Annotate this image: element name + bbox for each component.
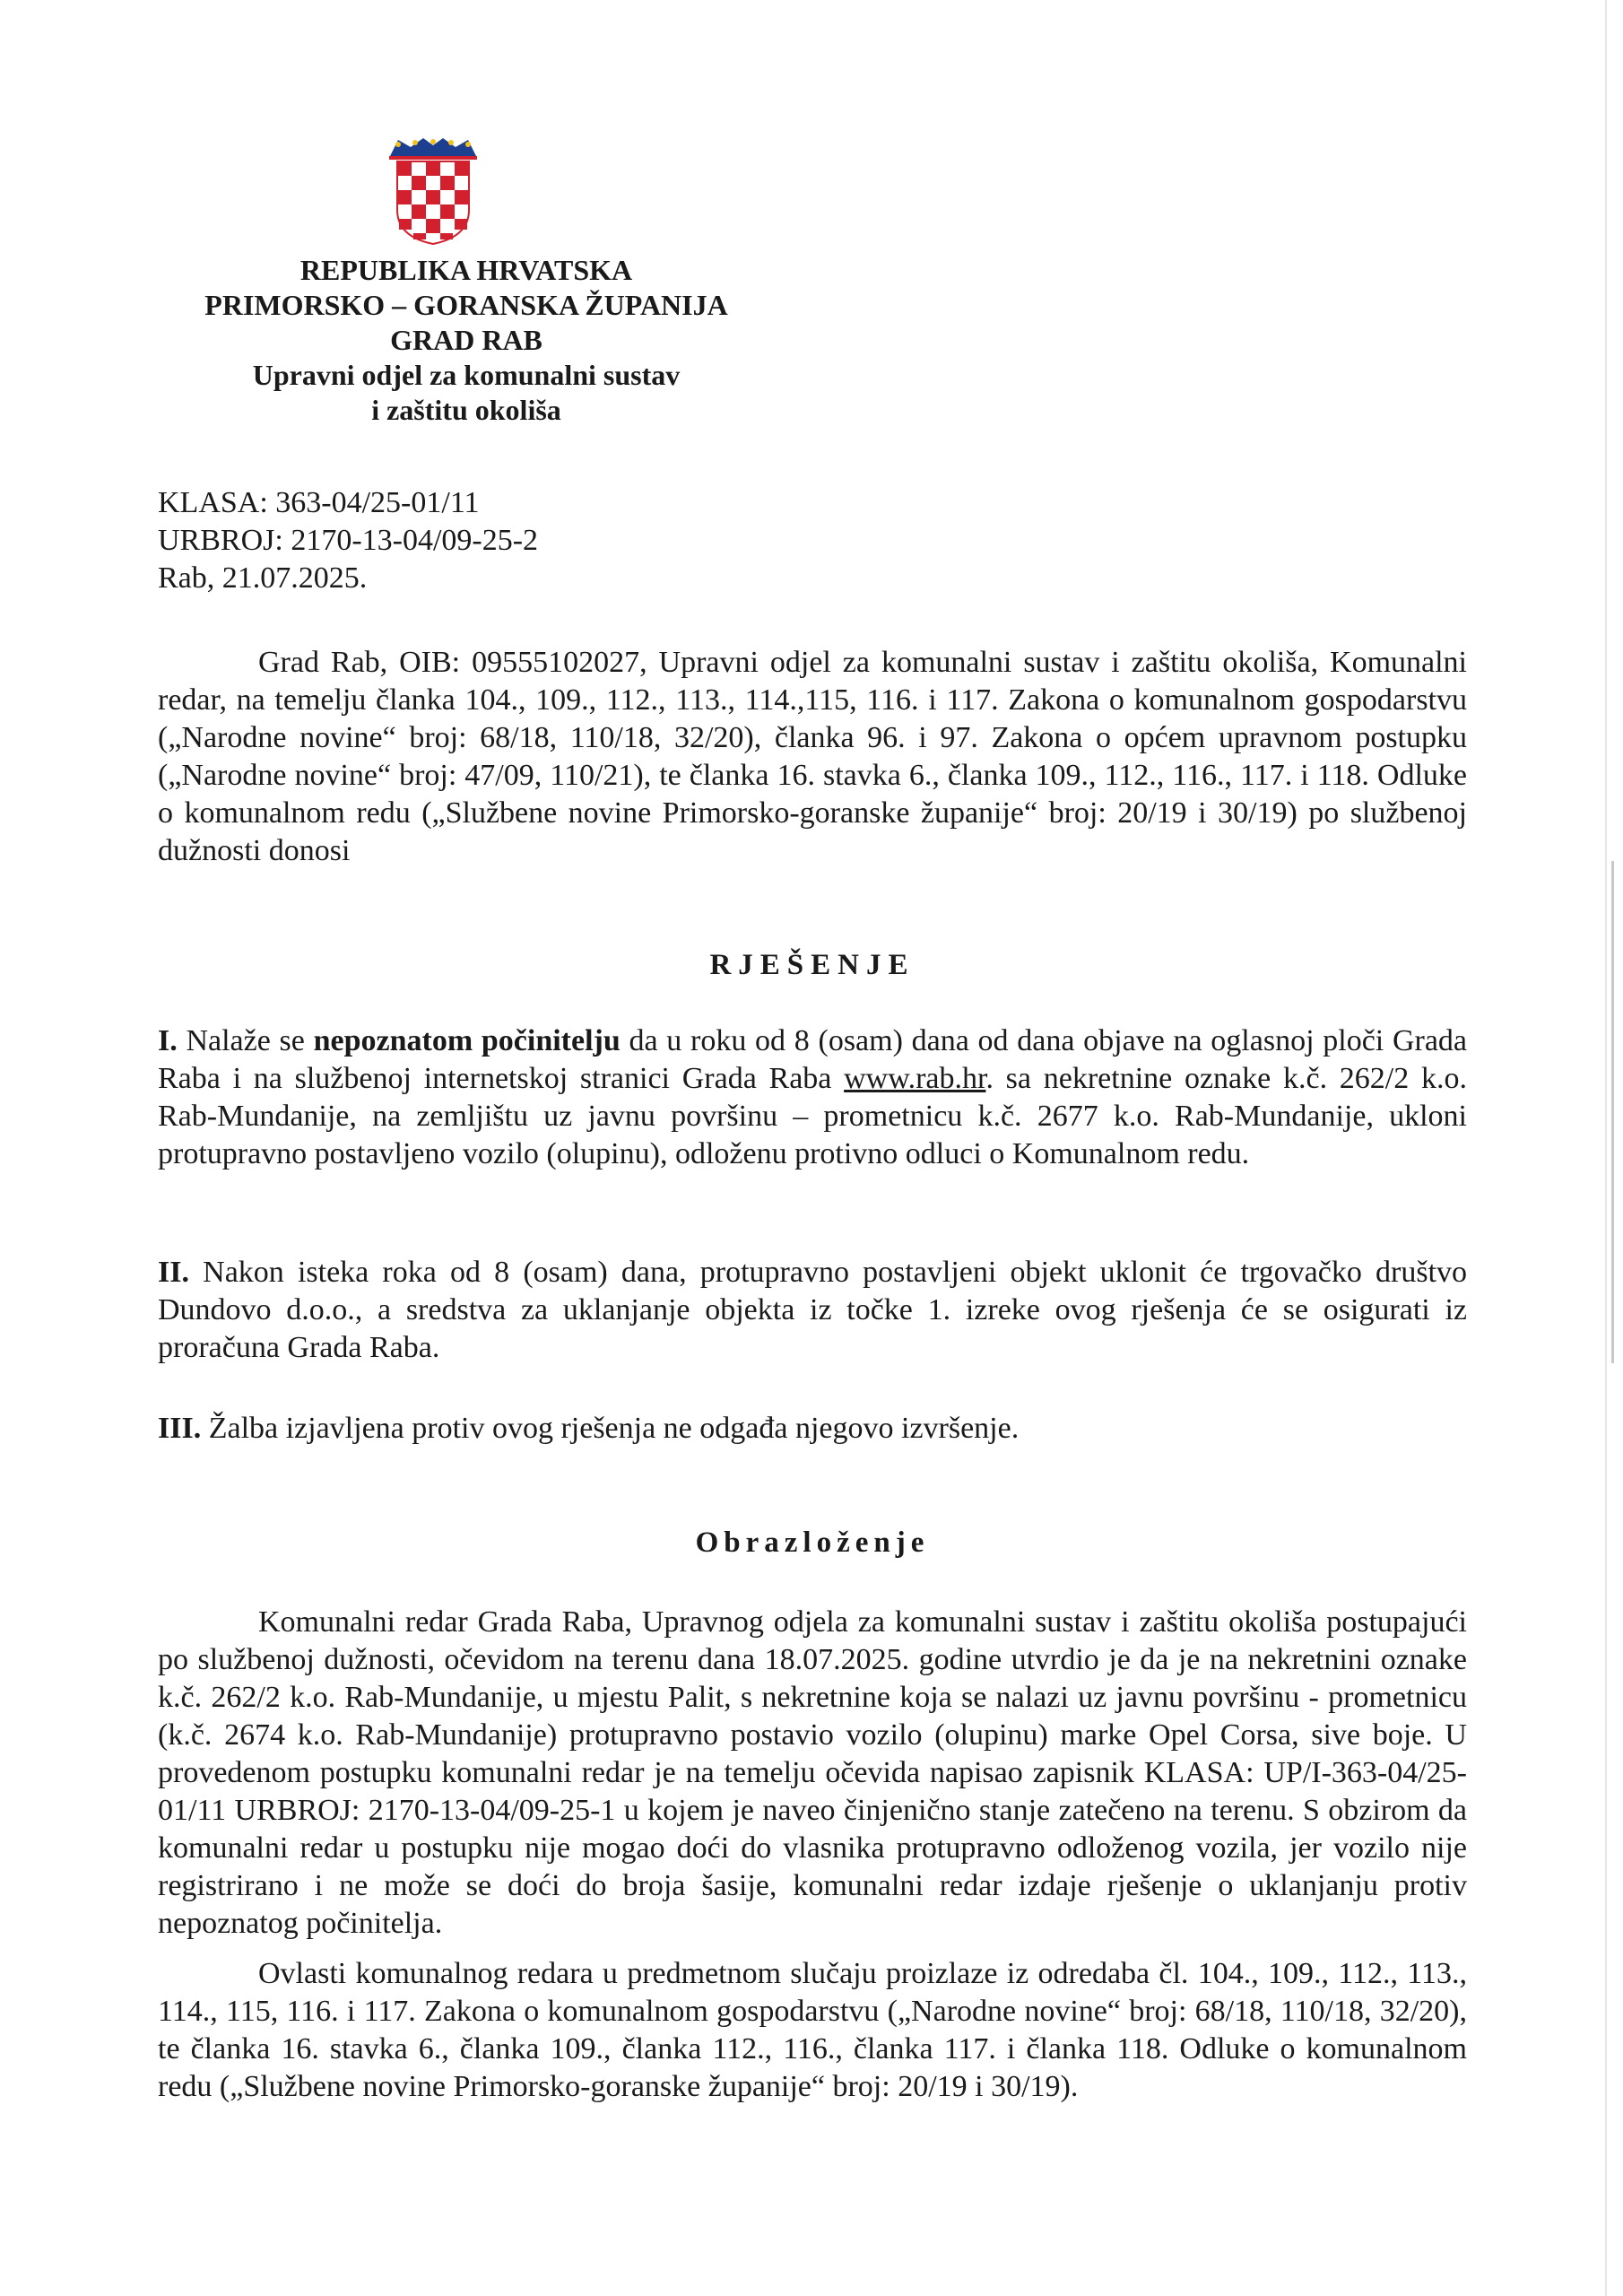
scan-edge-shadow bbox=[1611, 861, 1614, 1363]
header-department-2: i zaštitu okoliša bbox=[371, 394, 561, 426]
intro-paragraph: Grad Rab, OIB: 09555102027, Upravni odjel za komunalni sustav i zaštitu okoliša, Komunalni redar, na temelju članka 104., 109., 112., 113., 114.,115, 116. i 117. Zakona o komunalnom gospodarstvu („Narodne novine“ broj: 68/18, 110/18, 32/20), članka 96. i 97. Zakona o općem upravnom postupku („Narodne novine“ broj: 47/09, 110/21), te članka 16. stavka 6., članka 109., 112., 116., 117. i 118. Odluke o komunalnom redu („Službene novine Primorsko-goranske županije“ broj: 20/19 i 30/19) po službenoj dužnosti donosi bbox=[158, 646, 1467, 867]
point-2-text: Nakon isteka roka od 8 (osam) dana, protupravno postavljeni objekt uklonit će trgovačko društvo Dundovo d.o.o., a sredstva za uklanjanje objekta iz točke 1. izreke ovog rješenja će se osigurati iz proračuna Grada Raba. bbox=[158, 1256, 1467, 1364]
explanation-paragraph-2: Ovlasti komunalnog redara u predmetnom slučaju proizlaze iz odredaba čl. 104., 109., 112., 113., 114., 115, 116. i 117. Zakona o komunalnom gospodarstvu („Narodne novine“ broj: 68/18, 110/18, 32/20), te članka 16. stavka 6., članka 109., članka 112., 116., članka 117. i članka 118. Odluke o komunalnom redu („Službene novine Primorsko-goranske županije“ broj: 20/19 i 30/19). bbox=[158, 1957, 1467, 2103]
decision-point-1 bbox=[158, 1022, 1467, 1173]
decision-point-2 bbox=[158, 1254, 1467, 1367]
explanation-paragraph-1: Komunalni redar Grada Raba, Upravnog odjela za komunalni sustav i zaštitu okoliša postupajući po službenoj dužnosti, očevidom na terenu dana 18.07.2025. godine utvrdio je da je na nekretnini oznake k.č. 262/2 k.o. Rab-Mundanije, u mjestu Palit, s nekretnine koja se nalazi uz javnu površinu - prometnicu (k.č. 2674 k.o. Rab-Mundanije) protupravno postavio vozilo (olupinu) marke Opel Corsa, sive boje. U provedenom postupku komunalni redar je na temelju očevida napisao zapisnik KLASA: UP/I-363-04/25-01/11 URBROJ: 2170-13-04/09-25-1 u kojem je naveo činjenično stanje zatečeno na terenu. S obzirom da komunalni redar u postupku nije mogao doći do vlasnika protupravno odloženog vozila, jer vozilo nije registrirano i ne može se doći do broja šasije, komunalni redar izdaje rješenje o uklanjanju protiv nepoznatog počinitelja. bbox=[158, 1605, 1467, 1940]
klasa: KLASA: 363-04/25-01/11 bbox=[158, 486, 480, 519]
point-3-number: III. bbox=[158, 1412, 202, 1445]
point-2-number: II. bbox=[158, 1256, 189, 1289]
point-1-number: I. bbox=[158, 1024, 178, 1057]
explanation-title: Obrazloženje bbox=[695, 1526, 930, 1559]
header-department: Upravni odjel za komunalni sustav bbox=[252, 359, 681, 391]
coat-of-arms-icon bbox=[386, 135, 481, 246]
header-city: GRAD RAB bbox=[390, 324, 542, 356]
decision-point-3 bbox=[158, 1410, 1467, 1448]
point-1-text-b: da u roku od 8 (osam) dana od dana objave na oglasnoj ploči Grada Raba i na službenoj internetskoj stranici Grada Raba bbox=[158, 1024, 1468, 1095]
document-meta bbox=[158, 484, 538, 597]
issuer-header bbox=[143, 253, 789, 428]
crown-icon bbox=[389, 138, 477, 160]
header-county: PRIMORSKO – GORANSKA ŽUPANIJA bbox=[204, 289, 728, 321]
place-date: Rab, 21.07.2025. bbox=[158, 561, 368, 595]
point-1-text-c: . sa nekretnine oznake k.č. 262/2 k.o. Rab-Mundanije, na zemljištu uz javnu površinu – prometnicu k.č. 2677 k.o. Rab-Mundanije, ukloni protupravno postavljeno vozilo (olupinu), odloženu protivno odluci o Komunalnom redu. bbox=[158, 1062, 1467, 1170]
point-3-text: Žalba izjavljena protiv ovog rješenja ne odgađa njegovo izvršenje. bbox=[201, 1412, 1020, 1445]
header-country: REPUBLIKA HRVATSKA bbox=[299, 254, 633, 286]
website-link[interactable]: www.rab.hr bbox=[844, 1062, 986, 1095]
point-1-bold: nepoznatom počinitelju bbox=[313, 1024, 621, 1057]
point-1-text-a: Nalaže se bbox=[177, 1024, 314, 1057]
urbroj: URBROJ: 2170-13-04/09-25-2 bbox=[158, 524, 539, 557]
decision-title: RJEŠENJE bbox=[709, 949, 916, 981]
scan-edge bbox=[1605, 0, 1607, 2296]
